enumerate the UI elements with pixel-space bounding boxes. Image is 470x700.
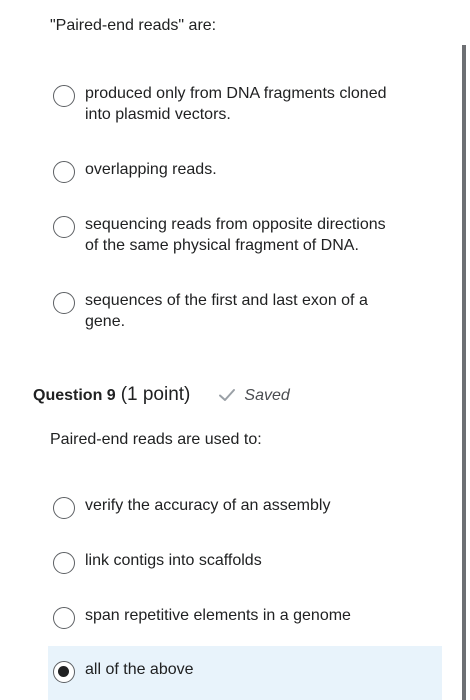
radio-button[interactable]	[53, 497, 75, 519]
question-9-option-1[interactable]	[48, 495, 442, 519]
option-label: produced only from DNA fragments cloned into plasmid vectors.	[85, 85, 387, 123]
saved-label: Saved	[244, 387, 290, 404]
question-9-header	[33, 384, 290, 406]
question-9-prompt: Paired-end reads are used to:	[50, 431, 262, 448]
radio-button[interactable]	[53, 161, 75, 183]
question-8-option-4[interactable]	[48, 290, 442, 332]
option-label: overlapping reads.	[85, 161, 217, 178]
radio-button[interactable]	[53, 216, 75, 238]
radio-button[interactable]	[53, 552, 75, 574]
checkmark-icon	[218, 388, 236, 402]
radio-dot-icon	[58, 666, 69, 677]
question-8-option-1[interactable]	[48, 83, 442, 125]
question-8-option-2[interactable]	[48, 159, 442, 183]
question-8-prompt: "Paired-end reads" are:	[50, 17, 217, 34]
option-label: sequencing reads from opposite directions of the same physical fragment of DNA.	[85, 216, 386, 254]
saved-status	[218, 386, 289, 405]
question-9-option-2[interactable]	[48, 550, 442, 574]
radio-button[interactable]	[53, 292, 75, 314]
option-label: span repetitive elements in a genome	[85, 607, 351, 624]
option-label: link contigs into scaffolds	[85, 552, 262, 569]
radio-button[interactable]	[53, 607, 75, 629]
question-8-option-3[interactable]	[48, 214, 442, 256]
radio-button-selected[interactable]	[53, 661, 75, 683]
option-label: all of the above	[85, 661, 194, 678]
question-points: (1 point)	[120, 384, 191, 405]
question-9-option-4[interactable]	[48, 646, 442, 700]
question-9-option-3[interactable]	[48, 605, 442, 629]
scrollbar[interactable]	[462, 45, 466, 700]
option-label: verify the accuracy of an assembly	[85, 497, 331, 514]
question-title: Question 9	[33, 387, 116, 404]
radio-button[interactable]	[53, 85, 75, 107]
option-label: sequences of the first and last exon of a gene.	[85, 292, 368, 330]
